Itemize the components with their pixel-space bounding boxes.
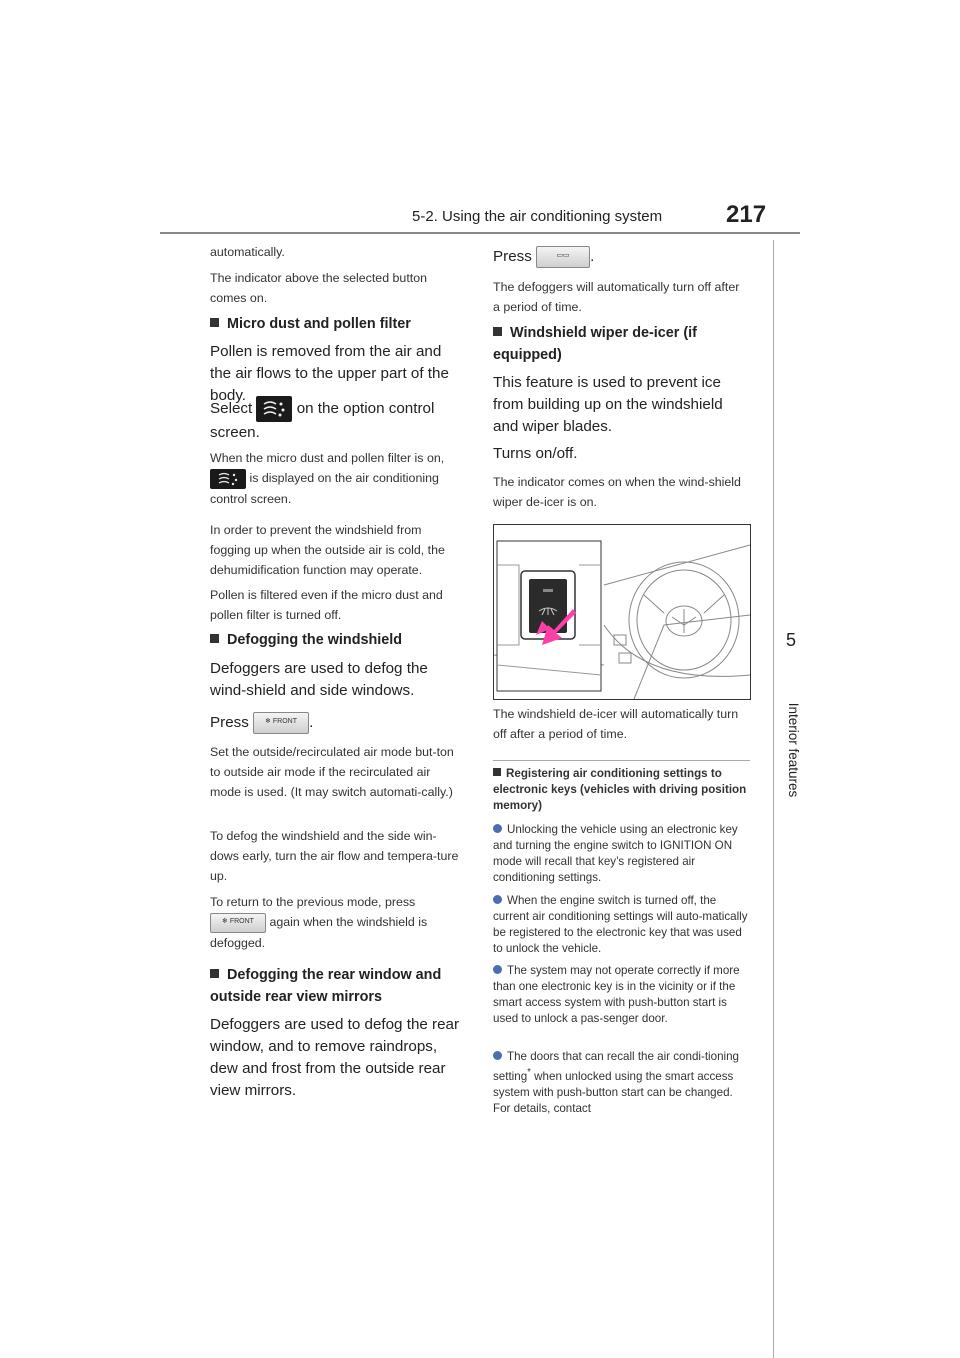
front-defogger-button: ❄ FRONT [253,712,309,734]
paragraph: Pollen is filtered even if the micro dust and pollen filter is turned off. [210,588,443,622]
chapter-label: Interior features [786,702,801,798]
section-heading: Micro dust and pollen filter [210,313,411,335]
paragraph: Select on the option control screen. [210,396,464,444]
paragraph: The indicator comes on when the wind-shield wiper de-icer is on. [493,475,741,509]
paragraph: The defoggers will automatically turn off after a period of time. [493,280,740,314]
paragraph: The indicator above the selected button comes on. [210,271,427,305]
de-icer-switch-illustration [493,524,751,700]
rear-defogger-button: ▭▭ [536,246,590,268]
paragraph: To return to the previous mode, press ❄ FRONT again when the windshield is defogged. [210,895,428,950]
list-item: Unlocking the vehicle using an electronic key and turning the engine switch to IGNITION ON mode will recall that key’s registered air conditioning settings. [493,823,738,884]
paragraph: When the micro dust and pollen filter is on, is displayed on the air conditioning control screen. [210,451,445,506]
section-divider [493,760,750,761]
paragraph: To defog the windshield and the side win-dows early, turn the air flow and tempera-ture up. [210,829,459,883]
section-heading: Windshield wiper de-icer (if equipped) [493,325,697,363]
paragraph: automatically. [210,245,285,259]
paragraph: Defoggers are used to defog the rear window, and to remove raindrops, dew and frost from the outside rear view mirrors. [210,1016,460,1099]
paragraph: Defoggers are used to defog the wind-shield and side windows. [210,660,428,699]
paragraph: The windshield de-icer will automatically turn off after a period of time. [493,707,739,741]
micro-dust-filter-icon [256,396,292,422]
paragraph: Pollen is removed from the air and the air flows to the upper part of the body. [210,343,449,404]
micro-dust-filter-icon [210,469,246,489]
page-number: 217 [726,201,767,228]
paragraph: Press ▭▭ . [493,246,594,268]
section-heading: Defogging the rear window and outside rear view mirrors [210,967,442,1005]
front-defogger-button: ❄ FRONT [210,913,266,933]
header-rule [160,232,800,234]
paragraph: Set the outside/recirculated air mode but-ton to outside air mode if the recirculated air mode is used. (It may switch automati-cally.) [210,745,454,799]
side-tab-divider [773,240,774,1358]
chapter-number: 5 [785,630,796,650]
paragraph: In order to prevent the windshield from fogging up when the outside air is cold, the dehumidification function may operate. [210,523,445,577]
section-heading: Defogging the windshield [210,629,402,651]
list-item: The system may not operate correctly if more than one electronic key is in the vicinity or if the smart access system with push-button start is used to unlock a pas-senger door. [493,964,740,1025]
list-item: When the engine switch is turned off, the current air conditioning settings will auto-matically be registered to the electronic key that was used to unlock the vehicle. [493,894,748,955]
list-item: The doors that can recall the air condi-tioning setting* when unlocked using the smart access system with push-button start can be changed. For details, contact [493,1050,740,1115]
paragraph: Turns on/off. [493,445,578,462]
section-title: 5-2. Using the air conditioning system [412,208,663,225]
paragraph: Press ❄ FRONT . [210,712,313,734]
section-heading: Registering air conditioning settings to electronic keys (vehicles with driving position memory) [493,767,747,812]
paragraph: This feature is used to prevent ice from building up on the windshield and wiper blades. [493,374,723,435]
